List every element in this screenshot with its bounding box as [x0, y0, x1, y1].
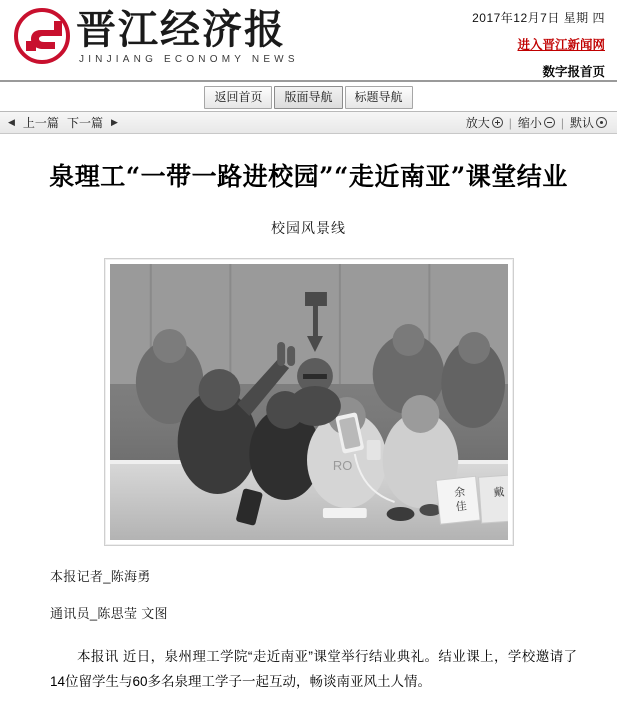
- next-article-link[interactable]: 下一篇: [66, 116, 103, 130]
- article-paragraph: 本报讯 近日，泉州理工学院“走近南亚”课堂举行结业典礼。结业课上，学校邀请了14位留学生与60多名泉理工学子一起互动，畅谈南亚风土人情。: [50, 649, 577, 689]
- right-triangle-icon: ▶: [110, 117, 118, 127]
- link-jinjiang-news-site[interactable]: 进入晋江新闻网: [517, 38, 605, 52]
- layout-navigation-button[interactable]: 版面导航: [274, 86, 342, 109]
- article-photo: [110, 264, 508, 540]
- title-navigation-button[interactable]: 标题导航: [345, 86, 413, 109]
- article-correspondent: 通讯员_陈思莹 文图: [50, 606, 168, 621]
- left-triangle-icon: ◀: [8, 117, 15, 127]
- zoom-in-control[interactable]: [466, 114, 503, 131]
- zoom-default-label: 默认: [569, 116, 594, 130]
- jinjiang-logo-icon: [14, 8, 70, 64]
- article-nav-left: [8, 114, 118, 131]
- zoom-in-icon: [492, 117, 503, 128]
- article-headline: 泉理工“一带一路进校园”“走近南亚”课堂结业: [49, 162, 568, 191]
- article-column-name: 校园风景线: [271, 220, 346, 236]
- zoom-separator-2: |: [560, 115, 564, 130]
- article-photo-graphic: [110, 264, 508, 540]
- zoom-default-icon: [596, 117, 607, 128]
- issue-date: 2017年12月7日 星期 四: [472, 11, 605, 25]
- svg-text:余: 余: [453, 485, 466, 500]
- masthead: [0, 0, 617, 82]
- zoom-out-icon: [544, 117, 555, 128]
- svg-text:RO: RO: [332, 457, 352, 474]
- zoom-in-label: 放大: [465, 116, 490, 130]
- zoom-default-control[interactable]: [570, 114, 607, 131]
- svg-text:戴: 戴: [492, 485, 505, 500]
- back-to-home-button[interactable]: 返回首页: [204, 86, 272, 109]
- svg-text:佳: 佳: [454, 499, 467, 514]
- article-nav-strip: [0, 112, 617, 134]
- prev-article-link[interactable]: 上一篇: [22, 116, 59, 130]
- zoom-out-label: 缩小: [517, 116, 542, 130]
- zoom-separator-1: |: [508, 115, 512, 130]
- zoom-out-control[interactable]: [518, 114, 555, 131]
- logo-title-cn: 晋江经济报: [76, 6, 286, 53]
- article-reporter: 本报记者_陈海勇: [50, 569, 151, 584]
- navigation-button-bar: [0, 82, 617, 112]
- link-digital-paper-home[interactable]: 数字报首页: [542, 65, 605, 79]
- masthead-right: [335, 9, 605, 80]
- zoom-controls: [466, 114, 607, 131]
- article-body: [0, 134, 617, 720]
- logo-wordmark: [76, 8, 299, 65]
- newspaper-logo[interactable]: [14, 8, 299, 65]
- article-figure: [104, 258, 514, 546]
- logo-title-en: JINJIANG ECONOMY NEWS: [79, 54, 299, 65]
